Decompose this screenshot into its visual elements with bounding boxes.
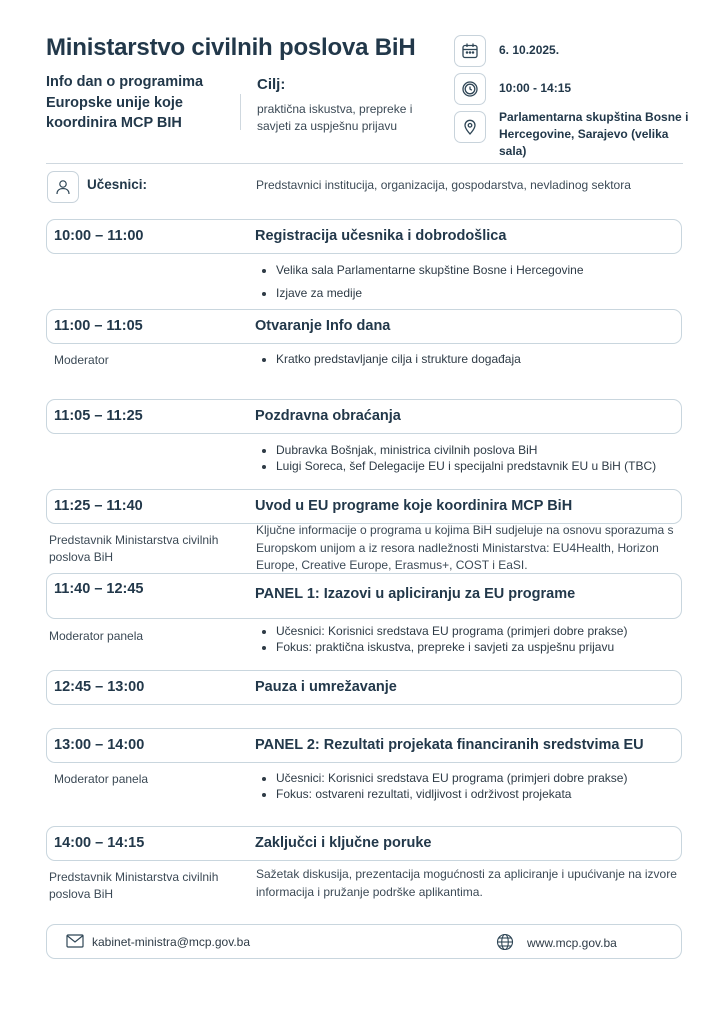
event-time: 10:00 - 14:15 (499, 81, 572, 95)
agenda-speaker: Moderator panela (54, 772, 149, 786)
agenda-time: 11:05 – 11:25 (54, 408, 143, 424)
bullet-item: • Velika sala Parlamentarne skupštine Bosne i Hercegovine (276, 263, 584, 277)
goal-text: praktična iskustva, prepreke i savjeti za uspješnu prijavu (257, 102, 413, 133)
agenda-title: PANEL 1: Izazovi u apliciranju za EU programe (255, 586, 576, 602)
event-subtitle: Info dan o programima Europske unije koje koordinira MCP BIH (46, 74, 204, 131)
agenda-title: Registracija učesnika i dobrodošlica (255, 228, 507, 244)
email-link[interactable]: kabinet-ministra@mcp.gov.ba (92, 935, 251, 949)
agenda-bullets (256, 443, 656, 473)
user-icon (47, 171, 79, 203)
mail-icon (66, 934, 84, 953)
agenda-description: Ključne informacije o programa u kojima BiH sudjeluje na osnovu sporazuma s Europskom unijom a iz resora nadležnosti Ministarstva: EU4Health, Horizon Europe, Creative Europe, Erasmus+, COST i EaSI. (256, 523, 674, 572)
agenda-speaker: Predstavnik Ministarstva civilnih poslova BiH (49, 533, 219, 564)
agenda-speaker: Predstavnik Ministarstva civilnih poslova BiH (49, 870, 219, 901)
divider (240, 94, 241, 130)
bullet-item: • Fokus: ostvareni rezultati, vidljivost i održivost projekata (276, 787, 627, 801)
agenda-bullets (256, 771, 627, 801)
agenda-time: 10:00 – 11:00 (54, 228, 144, 244)
agenda-title: Otvaranje Info dana (255, 318, 391, 334)
divider (46, 163, 683, 164)
calendar-icon (454, 35, 486, 67)
agenda-description: Sažetak diskusija, prezentacija mogućnosti za apliciranje i upućivanje na izvore informacija i pružanje podrške aplikantima. (256, 867, 677, 899)
page-title: Ministarstvo civilnih poslova BiH (46, 34, 416, 61)
agenda-title: Pauza i umrežavanje (255, 679, 397, 695)
agenda-time: 11:40 – 12:45 (54, 581, 144, 597)
clock-icon (454, 73, 486, 105)
bullet-item: • Učesnici: Korisnici sredstava EU programa (primjeri dobre prakse) (276, 771, 627, 785)
bullet-item: • Izjave za medije (276, 286, 584, 300)
bullet-item: • Kratko predstavljanje cilja i strukture događaja (276, 352, 521, 366)
participants-label: Učesnici: (87, 177, 148, 192)
agenda-bullets (256, 263, 584, 300)
event-date: 6. 10.2025. (499, 43, 560, 57)
agenda-bullets (256, 624, 627, 654)
agenda-title: PANEL 2: Rezultati projekata financiranih sredstvima EU (255, 737, 644, 753)
agenda-speaker: Moderator (54, 353, 109, 367)
goal-heading: Cilj: (257, 76, 286, 93)
event-location: Parlamentarna skupština Bosne i Hercegovine, Sarajevo (velika sala) (499, 110, 689, 158)
globe-icon (496, 933, 514, 956)
bullet-item: • Luigi Soreca, šef Delegacije EU i specijalni predstavnik EU u BiH (TBC) (276, 459, 656, 473)
agenda-time: 12:45 – 13:00 (54, 679, 145, 695)
location-pin-icon (454, 111, 486, 143)
agenda-bullets (256, 352, 521, 366)
participants-text: Predstavnici institucija, organizacija, gospodarstva, nevladinog sektora (256, 178, 631, 192)
bullet-item: • Fokus: praktična iskustva, prepreke i savjeti za uspješnu prijavu (276, 640, 627, 654)
bullet-item: • Učesnici: Korisnici sredstava EU programa (primjeri dobre prakse) (276, 624, 627, 638)
agenda-title: Pozdravna obraćanja (255, 408, 401, 424)
agenda-speaker: Moderator panela (49, 629, 144, 643)
agenda-title: Uvod u EU programe koje koordinira MCP BiH (255, 498, 573, 514)
agenda-time: 11:00 – 11:05 (54, 318, 143, 334)
agenda-time: 14:00 – 14:15 (54, 835, 145, 851)
agenda-time: 13:00 – 14:00 (54, 737, 145, 753)
bullet-item: • Dubravka Bošnjak, ministrica civilnih poslova BiH (276, 443, 656, 457)
agenda-title: Zaključci i ključne poruke (255, 835, 432, 851)
agenda-time: 11:25 – 11:40 (54, 498, 143, 514)
website-link[interactable]: www.mcp.gov.ba (527, 936, 617, 950)
